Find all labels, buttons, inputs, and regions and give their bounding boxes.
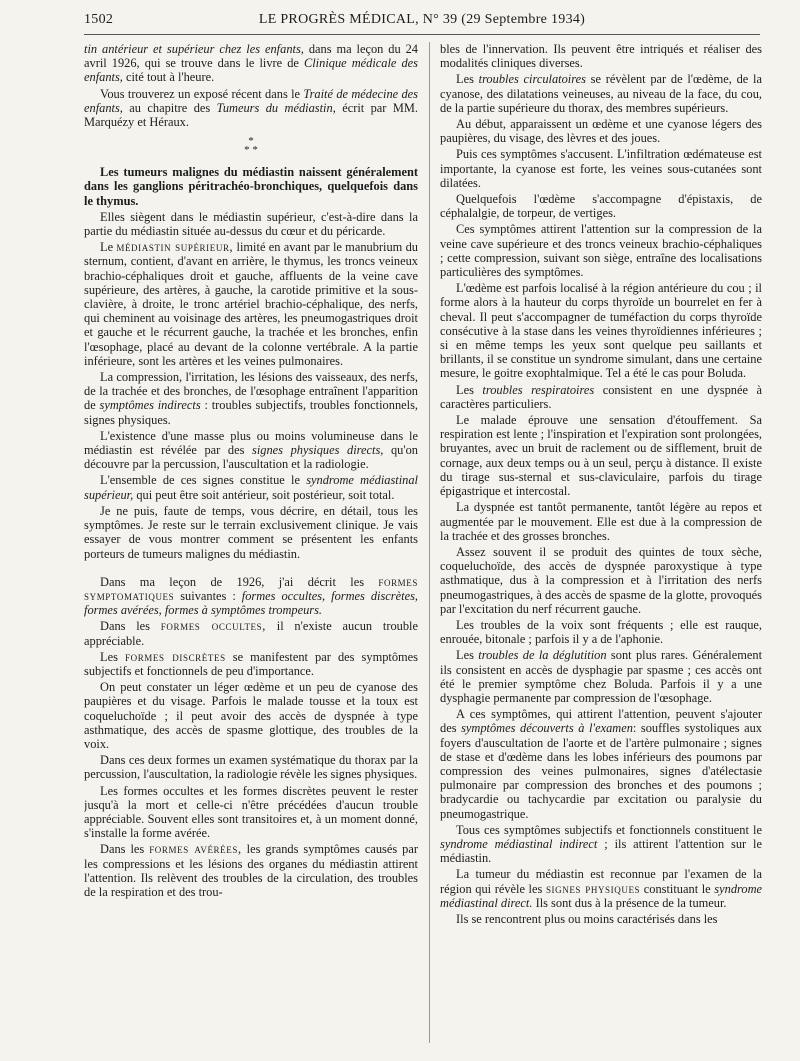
text-smallcaps: formes occultes, [160, 619, 266, 634]
text-smallcaps: formes symptomatiques [84, 574, 418, 603]
text: se révèlent par de l'œdème, de la cyanose, des dilatations veineuses, au niveau de la face, du cou, de la partie supérieure du thorax, des membres supérieurs. [440, 72, 762, 115]
paragraph [440, 867, 762, 910]
text-italic: troubles de la déglutition [478, 648, 607, 663]
text: La compression, l'irritation, les lésions des vaisseaux, des nerfs, de la trachée et des bronches, de l'œsophage entraînent l'apparition de [84, 370, 418, 413]
text: Dans les [100, 619, 161, 634]
text-italic: Traité de médecine des enfants, [84, 86, 418, 115]
paragraph [84, 619, 418, 647]
text: Tous ces symptômes subjectifs et fonctionnels constituent le [456, 822, 762, 837]
paragraph [440, 648, 762, 705]
paragraph: Au début, apparaissent un œdème et une cyanose légers des paupières, du visage, des lèvres et des joues. [440, 117, 762, 146]
text-italic: tin antérieur et supérieur chez les enfants, [84, 42, 304, 56]
text: ; ils attirent l'attention sur le médiastin. [440, 836, 762, 866]
text: cité tout à l'heure. [122, 70, 215, 85]
text: Ils sont dus à la présence de la tumeur. [532, 895, 727, 910]
paragraph: On peut constater un léger œdème et un peu de cyanose des paupières et du visage. Parfois le malade tousse et la toux est coqueluchoïde ; il peut avoir des accès de dyspnée à type asthmatique, des accès de spasme glottique, des troubles de la voix. [84, 680, 418, 751]
running-header [84, 12, 760, 34]
text: les grands symptômes causés par les compressions et les lésions des organes du médiastin attirent l'attention. Ils relèvent des troubles de la circulation, des troubles de la respiration et des trou- [84, 842, 418, 899]
text-italic: Clinique médicale des enfants, [84, 56, 418, 85]
journal-title: LE PROGRÈS MÉDICAL, N° 39 (29 Septembre 1934) [258, 12, 586, 27]
paragraph: Les troubles de la voix sont fréquents ; elle est rauque, enrouée, bitonale ; parfois il y a de l'aphonie. [440, 617, 762, 647]
text-italic: troubles circulatoires [478, 72, 586, 87]
paragraph [84, 240, 418, 368]
text-smallcaps: formes avérées, [149, 842, 242, 857]
text: L'existence d'une masse plus ou moins volumineuse dans le médiastin est révélée par des [84, 428, 418, 458]
text-smallcaps: formes discrètes [124, 649, 226, 664]
text: Dans les [100, 842, 150, 857]
text: : souffles systoliques aux foyers d'auscultation de l'aorte et de l'artère pulmonaire ; signes de stase et d'œdème dans les lobes inférieurs des poumons par compression des veines pulmonaires, signes d'atélectasie pulmonaire par compression des bronches et des poumons ; bradycardie ou tachycardie par excitation ou paralysie du pneumogastrique. [440, 721, 762, 821]
paragraph [84, 42, 418, 85]
paragraph: Assez souvent il se produit des quintes de toux sèche, coqueluchoïde, des accès de dyspnée paroxystique à type asthmatique, dus à la compression et à l'irritation des nerfs pneumogastriques, à des accès de spasme de la glotte, provoqués par l'excitation du nerf récurrent gauche. [440, 544, 762, 616]
text-italic: syndrome médiastinal indirect [440, 836, 598, 851]
paragraph [84, 842, 418, 899]
text: écrit par MM. Marquézy et Héraux. [84, 100, 418, 130]
text: La tumeur du médiastin est reconnue par l'examen de la région qui révèle les [440, 867, 762, 896]
text: Les [456, 648, 479, 663]
text: Les [456, 382, 483, 397]
paragraph: Dans ces deux formes un examen systématique du thorax par la percussion, l'auscultation, la radiologie révèle les signes physiques. [84, 753, 418, 782]
section-separator: * * * [244, 135, 258, 157]
paragraph [440, 383, 762, 411]
text: Les [456, 72, 479, 87]
text: constituant le [640, 881, 715, 896]
text: Dans ma leçon de 1926, j'ai décrit les [100, 574, 379, 589]
left-column [84, 42, 418, 1043]
text: se manifestent par des symptômes subjectifs et fonctionnels de peu d'importance. [84, 649, 418, 678]
paragraph [440, 823, 762, 866]
paragraph: Le malade éprouve une sensation d'étouffement. Sa respiration est lente ; l'inspiration et l'expiration sont prolongées, bruyantes, avec un bruit de raclement ou de sifflement, bruit de cornage, aux deux temps ou à un seul, perçu à distance. Il existe du tirage sus-sternal et sus-claviculaire, parfois du tirage épigastrique et intercostal. [440, 413, 762, 499]
right-column [440, 42, 762, 1043]
text-italic: Tumeurs du médiastin, [216, 100, 336, 115]
paragraph [440, 72, 762, 115]
text: Vous trouverez un exposé récent dans le [100, 86, 304, 101]
paragraph: Quelquefois l'œdème s'accompagne d'épistaxis, de céphalalgie, de torpeur, de vertiges. [440, 192, 762, 221]
text-italic: troubles respiratoires [482, 382, 595, 397]
text: consistent en une dyspnée à caractères particuliers. [440, 382, 762, 411]
paragraph [84, 429, 418, 472]
paragraph: L'œdème est parfois localisé à la région antérieure du cou ; il forme alors à la hauteur du corps thyroïde un bourrelet en fer à cheval. Il peut s'accompagner de tuméfaction du corps thyroïde consécutive à la stase dans les veines thyroïdiennes inférieures ; si en même temps les yeux sont quelque peu saillants et brillants, il se constitue un syndrome simulant, dans une certaine mesure, le goitre exophtalmique. Tel a été le cas pour Boluda. [440, 281, 762, 381]
text: qu'on découvre par la percussion, l'auscultation et la radiologie. [84, 443, 418, 472]
paragraph [84, 473, 418, 501]
paragraph: Ils se rencontrent plus ou moins caractérisés dans les [456, 911, 718, 926]
text-italic: syndrome médiastinal direct. [440, 881, 762, 910]
page-number: 1502 [84, 12, 114, 27]
header-rule [84, 34, 760, 35]
text: il n'existe aucun trouble appréciable. [84, 619, 418, 648]
text-italic: symptômes découverts à l'examen [461, 721, 633, 736]
column-divider [429, 42, 430, 1043]
text: au chapitre des [122, 100, 217, 115]
paragraph: bles de l'innervation. Ils peuvent être intriqués et réaliser des modalités cliniques diverses. [440, 42, 762, 71]
text: L'ensemble de ces signes constitue le [100, 473, 307, 488]
paragraph: Elles siègent dans le médiastin supérieur, c'est-à-dire dans la partie du médiastin située au-dessus du cœur et du péricarde. [84, 209, 418, 239]
paragraph: Ces symptômes attirent l'attention sur la compression de la veine cave supérieure et des troncs veineux brachio-céphaliques ; cette compression, suivant son siège, entraîne des localisations particulières des symptômes. [440, 222, 762, 280]
paragraph: La dyspnée est tantôt permanente, tantôt légère au repos et augmentée par le mouvement. Elle est due à la compression de la trachée et des grosses bronches. [440, 500, 762, 543]
text-smallcaps: médiastin supérieur, [116, 240, 234, 255]
paragraph [84, 87, 418, 130]
text: dans ma leçon du 24 avril 1926, qui se trouve dans le livre de [84, 42, 418, 71]
paragraph: Puis ces symptômes s'accusent. L'infiltration œdémateuse est importante, la cyanose est forte, les veines sous-cutanées sont dilatées. [440, 147, 762, 190]
text-italic: signes physiques directs, [252, 443, 384, 458]
text: limité en avant par le manubrium du sternum, contient, d'avant en arrière, le thymus, les troncs veineux brachio-céphaliques droit et gauche, affluents de la veine cave supérieure, des artères, à gauche, la carotide primitive et la sous-clavière, à droite, le tronc artériel brachio-céphalique, des nerfs, qui cheminent au voisinage des artères, les pneumogastriques droit et gauche et le récurrent gauche, la trachée et les bronches, enfin l'œsophage, placé au devant de la colonne vertébrale. A la partie inférieure, sont les artères et les veines pulmonaires. [84, 240, 418, 368]
text-italic: formes occultes, formes discrètes, formes avérées, formes à symptômes trompeurs. [84, 588, 418, 618]
paragraph [84, 370, 418, 427]
paragraph [440, 707, 762, 821]
text-italic: symptômes indirects [99, 398, 201, 413]
text: : troubles subjectifs, troubles fonctionnels, signes physiques. [84, 398, 418, 427]
text: A ces symptômes, qui attirent l'attention, peuvent s'ajouter des [440, 707, 762, 736]
paragraph: Les formes occultes et les formes discrètes peuvent le rester jusqu'à la mort et celle-ci n'être précédées d'aucun trouble appréciable. Souvent elles sont transitoires et, à un moment donné, s'installe la forme avérée. [84, 783, 418, 841]
text: Les [100, 649, 125, 664]
paragraph [84, 650, 418, 678]
text: suivantes : [174, 588, 242, 603]
text: Le [100, 240, 117, 255]
text: sont plus rares. Généralement ils consistent en accès de dysphagie par spasme ; ces accès ont été le premier symptôme chez Boluda. Parfois il y a une dysphagie permanente par compression de l'œsophage. [440, 648, 762, 705]
paragraph: Je ne puis, faute de temps, vous décrire, en détail, tous les symptômes. Je reste sur le terrain exclusivement clinique. Je vais essayer de vous montrer comment se présentent les enfants porteurs de tumeurs malignes du médiastin. [84, 503, 418, 561]
text-smallcaps: signes physiques [545, 881, 641, 896]
text: qui peut être soit antérieur, soit postérieur, soit total. [133, 487, 395, 502]
paragraph: Les tumeurs malignes du médiastin naissent généralement dans les ganglions péritrachéo-bronchiques, quelquefois dans le thymus. [84, 165, 418, 208]
paragraph [84, 575, 418, 618]
text-italic: syndrome médiastinal supérieur, [84, 473, 418, 502]
